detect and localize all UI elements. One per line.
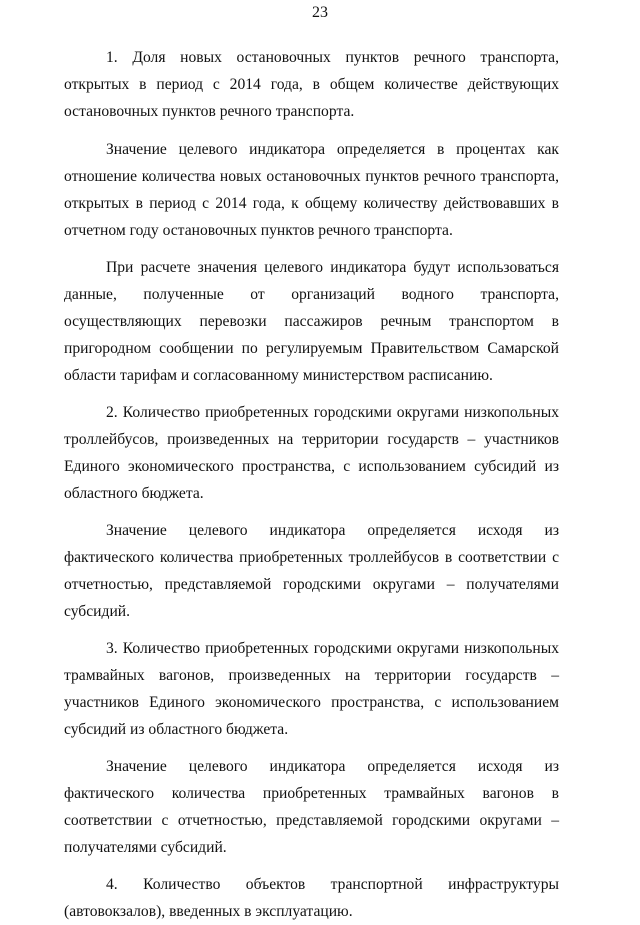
paragraph-indicator-1-definition: Значение целевого индикатора определяется в процентах как отношение количества новых остановочных пунктов речного транспорта, открытых в период с 2014 года, к общему количеству действовавших в отчетном году остановочных пунктов речного транспорта. <box>64 141 559 239</box>
paragraph-indicator-4-title: 4. Количество объектов транспортной инфраструктуры (автовокзалов), введенных в эксплуатацию. <box>64 876 559 920</box>
page-number: 23 <box>312 4 328 21</box>
document-body <box>64 44 559 925</box>
paragraph-indicator-1-data-source: При расчете значения целевого индикатора будут использоваться данные, полученные от организаций водного транспорта, осуществляющих перевозки пассажиров речным транспортом в пригородном сообщении по регулируемым Правительством Самарской области тарифам и согласованному министерством расписанию. <box>64 259 559 384</box>
paragraph-indicator-2-title: 2. Количество приобретенных городскими округами низкопольных троллейбусов, произведенных на территории государств – участников Единого экономического пространства, с использованием субсидий из областного бюджета. <box>64 404 559 502</box>
paragraph-indicator-3-definition: Значение целевого индикатора определяется исходя из фактического количества приобретенных трамвайных вагонов в соответствии с отчетностью, представляемой городскими округами – получателями субсидий. <box>64 758 559 856</box>
paragraph-indicator-3-title: 3. Количество приобретенных городскими округами низкопольных трамвайных вагонов, произведенных на территории государств – участников Единого экономического пространства, с использованием субсидий из областного бюджета. <box>64 640 559 738</box>
paragraph-indicator-1-title: 1. Доля новых остановочных пунктов речного транспорта, открытых в период с 2014 года, в общем количестве действующих остановочных пунктов речного транспорта. <box>64 49 559 120</box>
paragraph-indicator-2-definition: Значение целевого индикатора определяется исходя из фактического количества приобретенных троллейбусов в соответствии с отчетностью, представляемой городскими округами – получателями субсидий. <box>64 522 559 620</box>
